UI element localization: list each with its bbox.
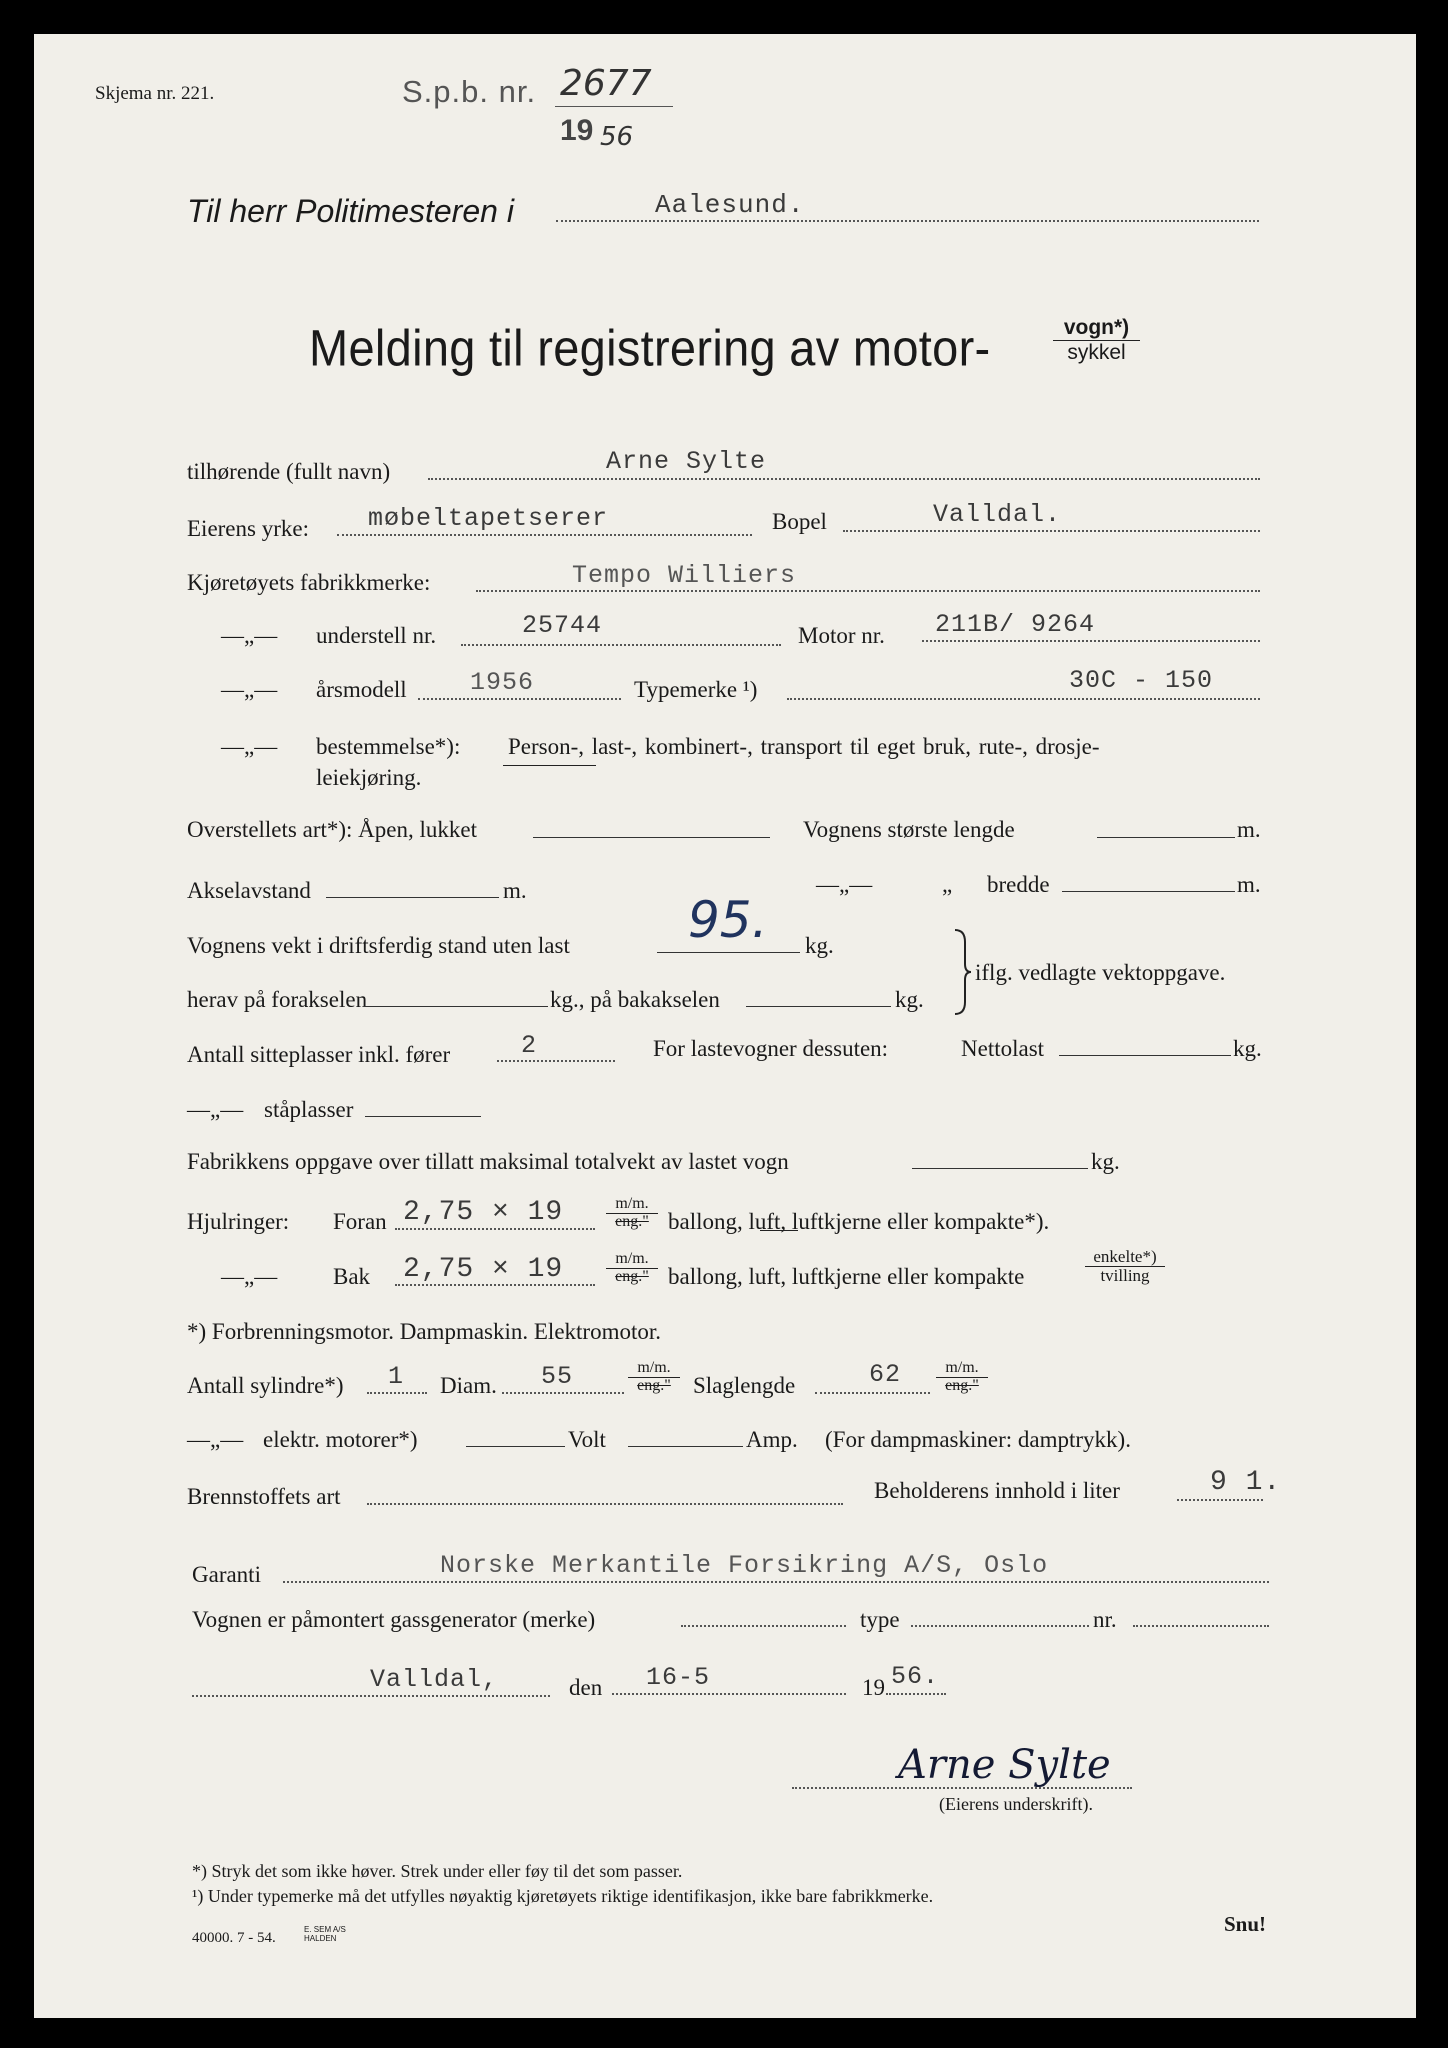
wheelbase-unit: m. [503,878,527,903]
stroke-line [815,1392,930,1394]
tyres-front-unit [606,1196,658,1231]
tank-label: Beholderens innhold i liter [874,1478,1120,1503]
purpose-person-underline [503,765,596,766]
engine-types-note: *) Forbrenningsmotor. Dampmaskin. Elektromotor. [187,1319,662,1344]
gas-type-label: type [860,1607,900,1632]
wheelbase-label: Akselavstand [187,878,311,903]
wheelbase-line [326,897,499,898]
diam-unit [628,1360,680,1395]
single-option: enkelte*) [1093,1247,1157,1266]
width-unit: m. [1237,872,1261,897]
chassis-value: 25744 [522,611,603,640]
fuel-label: Brennstoffets art [187,1484,341,1509]
signature-caption: (Eierens underskrift). [939,1794,1093,1814]
tyres-luft-underline [760,1230,798,1231]
turn-over-note: Snu! [1224,1912,1267,1936]
unit-eng: eng." [606,1268,658,1286]
unit-mm: m/m. [637,1359,671,1376]
unit-mm: m/m. [615,1195,649,1212]
gas-generator-label: Vognen er påmontert gassgenerator (merke) [192,1607,596,1632]
owner-value: Arne Sylte [606,447,767,476]
tyres-front-types: ballong, luft, luftkjerne eller kompakte*). [668,1209,1050,1234]
diam-line [502,1392,624,1394]
gas-generator-line [681,1625,846,1627]
ditto-mark: —„— [221,623,278,648]
front-axle-label: herav på forakselen [187,987,368,1012]
unit-eng: eng." [628,1377,680,1395]
unit-mm: m/m. [615,1250,649,1267]
weight-unit: kg. [805,933,834,958]
addressee-line [556,220,1259,222]
ditto-mark: —„— [221,677,278,702]
electric-motors-line [466,1446,565,1447]
place-value: Valldal, [370,1665,499,1694]
volt-label: Volt [568,1427,606,1452]
diam-label: Diam. [440,1373,497,1398]
length-label: Vognens største lengde [803,817,1015,842]
unit-mm: m/m. [945,1359,979,1376]
guarantee-value: Norske Merkantile Forsikring A/S, Oslo [440,1551,1049,1580]
width-line [1062,891,1235,892]
front-axle-line [364,1006,548,1007]
standing-label: ståplasser [264,1097,354,1122]
tyres-front-label: Foran [333,1209,387,1234]
date-year-line [886,1693,946,1695]
tank-line [1177,1499,1263,1501]
purpose-options-cont: leiekjøring. [316,765,422,790]
owner-label: tilhørende (fullt navn) [187,459,391,484]
chassis-label: understell nr. [316,623,437,648]
cargo-label: For lastevogner dessuten: [653,1036,889,1061]
rear-axle-label: kg., på bakakselen [550,987,720,1012]
length-unit: m. [1237,817,1261,842]
tyres-front-value: 2,75 × 19 [403,1197,564,1228]
unit-eng: eng." [606,1213,658,1231]
weight-value: 95. [688,891,768,949]
ditto-mark: —„— [816,872,873,897]
standing-line [365,1116,481,1117]
cylinders-line [367,1392,427,1394]
tyres-front-line [395,1228,595,1230]
tank-value: 9 1. [1210,1467,1282,1498]
chassis-line [461,644,781,646]
brace-icon [951,928,971,1016]
spb-number: 2677 [560,63,652,104]
footnote-1: *) Stryk det som ikke høver. Strek under eller føy til det som passer. [192,1861,683,1881]
date-den-label: den [569,1675,603,1700]
spb-label: S.p.b. nr. [402,74,537,109]
type-label: Typemerke ¹) [634,677,758,702]
title-fraction-bottom: sykkel [1053,340,1140,365]
engine-label: Motor nr. [798,623,885,648]
owner-signature: Arne Sylte [898,1742,1111,1788]
seats-line [497,1060,615,1062]
type-line [787,698,1260,700]
tyres-rear-unit [606,1251,658,1286]
guarantee-label: Garanti [192,1562,261,1587]
tyres-rear-types: ballong, luft, luftkjerne eller kompakte [668,1264,1025,1289]
max-weight-unit: kg. [1091,1149,1120,1174]
date-value: 16-5 [646,1663,711,1692]
occupation-line [337,534,752,536]
ditto-mark: —„— [221,1264,278,1289]
tyres-rear-label: Bak [333,1264,371,1289]
place-line [192,1695,550,1697]
residence-value: Valldal. [933,500,1062,529]
stroke-unit [936,1360,988,1395]
make-line [476,590,1260,592]
volt-line [628,1446,743,1447]
rear-axle-unit: kg. [895,987,924,1012]
addressee-value: Aalesund. [655,190,805,220]
residence-line [843,530,1260,532]
addressee-label: Til herr Politimesteren i [187,193,514,229]
width-label: bredde [987,872,1050,897]
net-load-unit: kg. [1233,1036,1262,1061]
weight-note: iflg. vedlagte vektoppgave. [975,960,1226,985]
weight-line [657,952,800,953]
engine-line [922,640,1260,642]
amp-label: Amp. [746,1427,798,1452]
spb-underline [555,106,673,107]
title-fraction [1053,316,1140,365]
cylinders-value: 1 [388,1362,405,1391]
date-year-value: 56. [891,1662,940,1691]
gas-nr-line [1133,1625,1269,1627]
seats-value: 2 [521,1031,538,1060]
stroke-value: 62 [869,1360,902,1389]
date-year-prefix: 19 [862,1675,885,1700]
date-line [612,1693,846,1695]
gas-nr-label: nr. [1093,1607,1117,1632]
occupation-value: møbeltapetserer [368,504,609,533]
steam-note: (For dampmaskiner: damptrykk). [825,1427,1131,1452]
page-title: Melding til registrering av motor- [309,318,991,377]
title-fraction-top: vogn*) [1063,316,1130,339]
tyres-rear-value: 2,75 × 19 [403,1254,564,1285]
gas-type-line [911,1625,1089,1627]
model-year-line [418,698,621,700]
spb-year-printed: 19 [560,114,594,147]
ditto-mark: —„— [221,734,278,759]
ditto-mark: —„— [187,1427,244,1452]
tyres-label: Hjulringer: [187,1209,290,1234]
single-twin-fraction [1085,1248,1165,1285]
engine-value: 211B/ 9264 [935,610,1096,639]
electric-motors-label: elektr. motorer*) [263,1427,418,1452]
cylinders-label: Antall sylindre*) [187,1373,344,1398]
net-load-line [1059,1055,1231,1056]
fuel-line [367,1503,843,1505]
weight-label: Vognens vekt i driftsferdig stand uten last [187,933,570,958]
body-type-label: Overstellets art*): Åpen, lukket [187,817,477,842]
net-load-label: Nettolast [961,1036,1045,1061]
guarantee-line [283,1581,1269,1583]
printer-mark: E. SEM A/S HALDEN [304,1925,346,1943]
max-weight-line [912,1168,1088,1169]
make-value: Tempo Williers [572,561,797,590]
unit-eng: eng." [936,1377,988,1395]
model-year-value: 1956 [470,668,535,697]
spb-year-handwritten: 56 [600,122,634,152]
owner-line [428,478,1260,480]
make-label: Kjøretøyets fabrikkmerke: [187,570,431,595]
residence-label: Bopel [772,509,827,534]
print-code: 40000. 7 - 54. [192,1930,276,1946]
footnote-2: ¹) Under typemerke må det utfylles nøyaktig kjøretøyets riktige identifikasjon, ikke bare fabrikkmerke. [192,1886,934,1906]
twin-option: tvilling [1085,1266,1165,1285]
seats-label: Antall sitteplasser inkl. fører [187,1042,451,1067]
width-ditto: „ [942,872,953,897]
form-number: Skjema nr. 221. [95,83,215,104]
length-line [1097,837,1235,838]
purpose-options: Person-, last-, kombinert-, transport til eget bruk, rute-, drosje- [508,734,1100,759]
rear-axle-line [746,1006,891,1007]
type-value: 30C - 150 [1069,666,1214,695]
occupation-label: Eierens yrke: [187,516,309,541]
stroke-label: Slaglengde [693,1373,796,1398]
model-year-label: årsmodell [316,677,407,702]
ditto-mark: —„— [187,1097,244,1122]
purpose-label: bestemmelse*): [316,734,461,759]
diam-value: 55 [541,1362,574,1391]
body-type-line [533,837,770,838]
max-weight-label: Fabrikkens oppgave over tillatt maksimal totalvekt av lastet vogn [187,1149,789,1174]
